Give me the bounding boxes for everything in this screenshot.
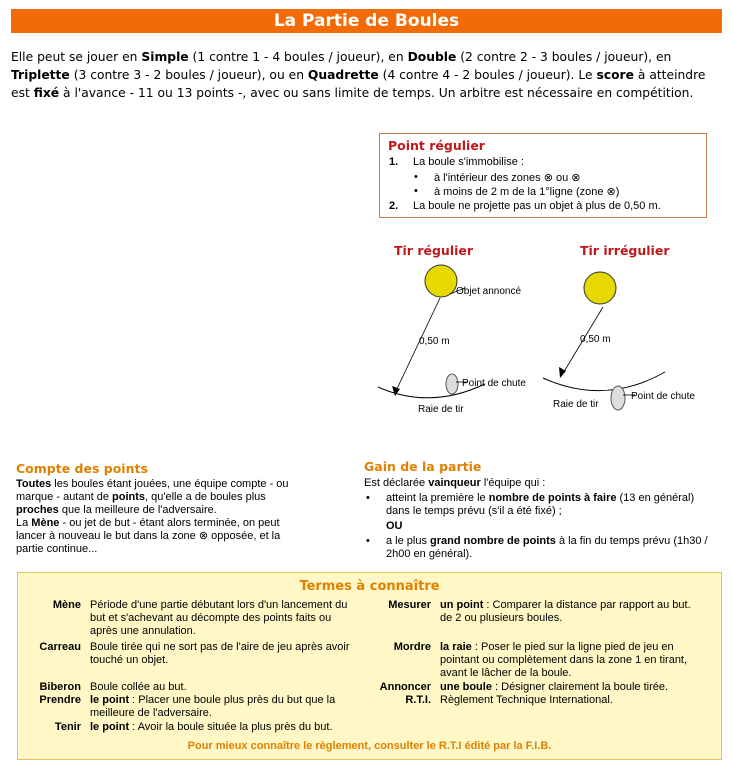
raie-de-tir-label: Raie de tir <box>553 399 599 410</box>
intro-paragraph: Elle peut se jouer en Simple (1 contre 1 - 4 boules / joueur), en Double (2 contre 2 - 3 boules / joueur), en Triplette (3 contre 3 - 2 boules / joueur), ou en Quadrette (4 contre 4 - 2 boules / joueur). Le score à atteindre est fixé à l'avance - 11 ou 13 points -, avec ou sans limite de temps. Un arbitre est nécessaire en compétition. <box>11 50 706 100</box>
rule-number-2: 2. <box>389 200 399 212</box>
tir-irregulier-diagram <box>535 258 720 418</box>
rule-sub-1: à l'intérieur des zones ⊗ ou ⊗ <box>434 172 581 184</box>
term-mesurer-label: Mesurer <box>388 599 431 611</box>
term-tenir-label: Tenir <box>54 721 81 733</box>
page-title: La Partie de Boules <box>11 9 722 33</box>
tir-regulier-diagram <box>370 258 535 418</box>
bullet: • <box>414 185 418 197</box>
term-mene-label: Mène <box>52 599 81 611</box>
gain-title: Gain de la partie <box>364 459 482 474</box>
point-de-chute-label: Point de chute <box>462 378 526 389</box>
rule-item-1: La boule s'immobilise : <box>413 156 524 168</box>
termes-box <box>17 572 722 760</box>
term-carreau-label: Carreau <box>39 641 81 653</box>
tir-regulier-title: Tir régulier <box>394 243 474 258</box>
gain-intro: Est déclarée vainqueur l'équipe qui : <box>364 477 546 489</box>
rule-number-1: 1. <box>389 156 399 168</box>
term-prendre-label: Prendre <box>39 694 81 706</box>
point-regulier-box <box>379 133 707 218</box>
gain-bullet-2: a le plus grand nombre de points à la fin du temps prévu (1h30 / 2h00 en général). <box>386 535 708 560</box>
target-ball <box>584 272 616 304</box>
term-mordre-label: Mordre <box>393 641 431 653</box>
rule-sub-2: à moins de 2 m de la 1°ligne (zone ⊗) <box>434 186 620 198</box>
landing-ball <box>446 374 458 394</box>
gain-bullet-1: atteint la première le nombre de points à faire (13 en général) dans le temps prévu (s'il a été fixé) ; <box>386 492 695 517</box>
bullet: • <box>366 492 370 504</box>
point-de-chute-label: Point de chute <box>631 391 695 402</box>
point-regulier-title: Point régulier <box>388 138 485 153</box>
gain-ou: OU <box>386 520 403 532</box>
term-biberon-def: Boule collée au but. <box>90 681 187 693</box>
tir-irregulier-title: Tir irrégulier <box>580 243 670 258</box>
term-rti-def: Règlement Technique International. <box>440 694 613 706</box>
compte-title: Compte des points <box>16 461 148 476</box>
objet-annonce-label: Objet annoncé <box>456 286 522 297</box>
raie-de-tir-label: Raie de tir <box>418 404 464 415</box>
term-tenir-def: le point : Avoir la boule située la plus près du but. <box>90 721 333 733</box>
term-mesurer-def: un point : Comparer la distance par rapport au but. de 2 ou plusieurs boules. <box>440 599 691 624</box>
landing-ball <box>611 386 625 410</box>
term-annoncer-label: Annoncer <box>379 681 431 693</box>
term-annoncer-def: une boule : Désigner clairement la boule tirée. <box>440 681 669 693</box>
termes-footer: Pour mieux connaître le règlement, consulter le R.T.I édité par la F.I.B. <box>187 740 552 752</box>
rule-item-2: La boule ne projette pas un objet à plus de 0,50 m. <box>413 200 661 212</box>
term-biberon-label: Biberon <box>39 681 81 693</box>
term-prendre-def: le point : Placer une boule plus près du but que la meilleure de l'adversaire. <box>90 694 336 719</box>
distance-label: 0,50 m <box>580 334 611 345</box>
term-rti-label: R.T.I. <box>405 694 431 706</box>
target-ball <box>425 265 457 297</box>
termes-title: Termes à connaître <box>299 579 440 594</box>
term-mene-def: Période d'une partie débutant lors d'un lancement du but et s'achevant au décompte des points faits ou après une annulation. <box>90 599 348 637</box>
bullet: • <box>414 171 418 183</box>
bullet: • <box>366 535 370 547</box>
compte-text: Toutes les boules étant jouées, une équipe compte - ou marque - autant de points, qu'elle a de boules plus proches que la meilleure de l'adversaire. La Mène - ou jet de but - étant alors terminée, on peut lancer à nouveau le but dans la zone ⊗ opposée, et la partie continue... <box>16 478 289 555</box>
distance-label: 0,50 m <box>419 336 450 347</box>
term-mordre-def: la raie : Poser le pied sur la ligne pied de jeu en pointant ou complètement dans la zone 1 en tirant, avant le lâcher de la boule. <box>440 641 688 679</box>
term-carreau-def: Boule tirée qui ne sort pas de l'aire de jeu après avoir touché un objet. <box>90 641 350 666</box>
